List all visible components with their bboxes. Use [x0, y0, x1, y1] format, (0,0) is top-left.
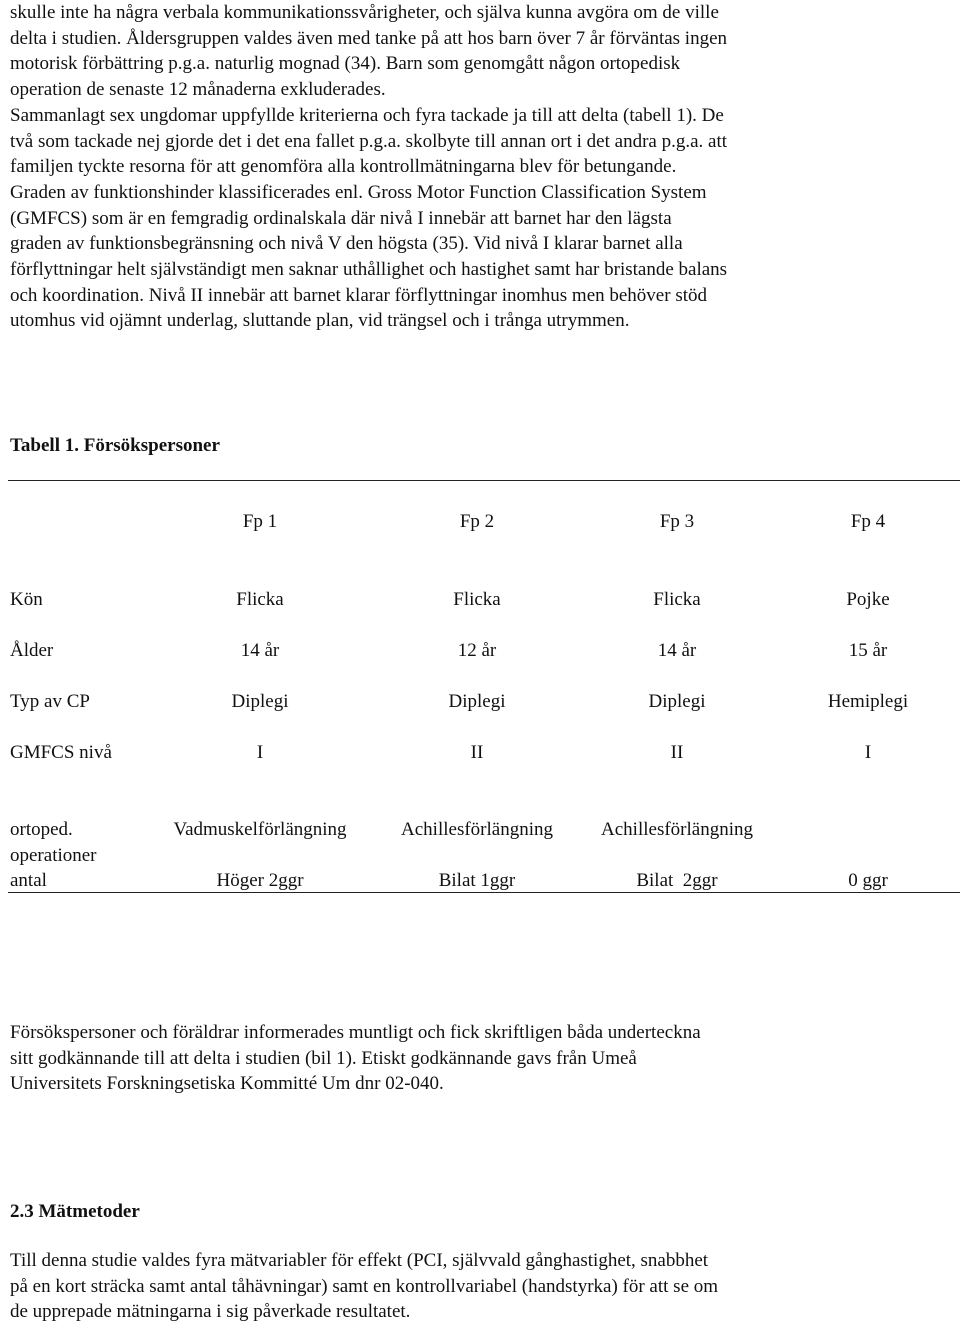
table-cell: Flicka: [453, 589, 501, 610]
text-line: familjen tyckte resorna för att genomföra alla kontrollmätningarna blev för betungande.: [10, 156, 677, 178]
methods-paragraph: [10, 1248, 955, 1325]
intro-paragraph: [10, 0, 955, 334]
text-line: Graden av funktionshinder klassificerades enl. Gross Motor Function Classification System: [10, 181, 707, 203]
table-cell: Achillesförlängning: [401, 819, 553, 840]
table-row-label: Typ av CP: [10, 691, 90, 712]
text-line: Sammanlagt sex ungdomar uppfyllde kriterierna och fyra tackade ja till att delta (tabell 1). De: [10, 104, 724, 126]
table-cell: Diplegi: [648, 691, 706, 712]
table-row-label: ortoped.: [10, 819, 73, 840]
table-cell: 14 år: [657, 640, 697, 661]
text-line: förflyttningar helt självständigt men saknar uthållighet och hastighet samt har bristande balans: [10, 259, 728, 281]
table-cell: Vadmuskelförlängning: [173, 819, 347, 840]
table-cell: 15 år: [848, 640, 888, 661]
table-cell: I: [256, 742, 264, 763]
table-cell: Bilat 1ggr: [438, 870, 516, 891]
table-cell: Diplegi: [231, 691, 289, 712]
text-line: Till denna studie valdes fyra mätvariabler för effekt (PCI, självvald gånghastighet, snabbhet: [10, 1250, 709, 1271]
table-row-label: antal: [10, 870, 47, 891]
text-line: och koordination. Nivå II innebär att barnet klarar förflyttningar inomhus men behöver stöd: [10, 284, 707, 306]
table-cell: Flicka: [653, 589, 701, 610]
table-cell: Diplegi: [448, 691, 506, 712]
text-line: utomhus vid ojämnt underlag, sluttande plan, vid trängsel och i trånga utrymmen.: [10, 310, 630, 332]
table-top-rule: [8, 480, 960, 481]
text-line: på en kort sträcka samt antal tåhävningar) samt en kontrollvariabel (handstyrka) för att se om: [10, 1275, 719, 1297]
text-line: motorisk förbättring p.g.a. naturlig mognad (34). Barn som genomgått någon ortopedisk: [10, 53, 681, 75]
text-line: operation de senaste 12 månaderna exkluderades.: [10, 79, 386, 101]
table-cell: 12 år: [457, 640, 497, 661]
consent-paragraph: [10, 1020, 955, 1097]
table-header-cell: Fp 1: [242, 511, 278, 532]
table-cell: 14 år: [240, 640, 280, 661]
table-row-label: Kön: [10, 589, 43, 610]
table-header-cell: Fp 3: [659, 511, 695, 532]
table-cell: 0 ggr: [848, 870, 888, 891]
text-line: sitt godkännande till att delta i studien (bil 1). Etiskt godkännande gavs från Umeå: [10, 1047, 637, 1069]
table-caption: Tabell 1. Försökspersoner: [10, 435, 220, 456]
table-cell: Flicka: [236, 589, 284, 610]
table-cell: Hemiplegi: [827, 691, 909, 712]
table-row-label: Ålder: [10, 640, 54, 661]
table-cell: Bilat 2ggr: [636, 870, 718, 891]
text-line: två som tackade nej gjorde det i det ena fallet p.g.a. skolbyte till annan ort i det andra p.g.a. att: [10, 130, 728, 152]
table-cell: I: [864, 742, 872, 763]
text-line: (GMFCS) som är en femgradig ordinalskala där nivå I innebär att barnet har den lägsta: [10, 207, 672, 229]
table-header-cell: Fp 4: [850, 511, 886, 532]
table-cell: Höger 2ggr: [216, 870, 304, 891]
table-row-label: operationer: [10, 845, 97, 866]
table-cell: II: [670, 742, 684, 763]
table-cell: II: [470, 742, 484, 763]
table-bottom-rule: [8, 892, 960, 893]
text-line: graden av funktionsbegränsning och nivå V den högsta (35). Vid nivå I klarar barnet alla: [10, 233, 683, 255]
table-cell: Achillesförlängning: [601, 819, 753, 840]
text-line: Universitets Forskningsetiska Kommitté Um dnr 02-040.: [10, 1073, 444, 1095]
table-row-label: GMFCS nivå: [10, 742, 112, 763]
text-line: delta i studien. Åldersgruppen valdes även med tanke på att hos barn över 7 år förväntas ingen: [10, 27, 728, 49]
table-header-cell: Fp 2: [459, 511, 495, 532]
text-line: de upprepade mätningarna i sig påverkade resultatet.: [10, 1301, 411, 1323]
text-line: skulle inte ha några verbala kommunikationssvårigheter, och själva kunna avgöra om de ville: [10, 2, 719, 23]
section-heading: 2.3 Mätmetoder: [10, 1201, 140, 1222]
text-line: Försökspersoner och föräldrar informerades muntligt och fick skriftligen båda underteckna: [10, 1022, 701, 1043]
table-cell: Pojke: [846, 589, 890, 610]
